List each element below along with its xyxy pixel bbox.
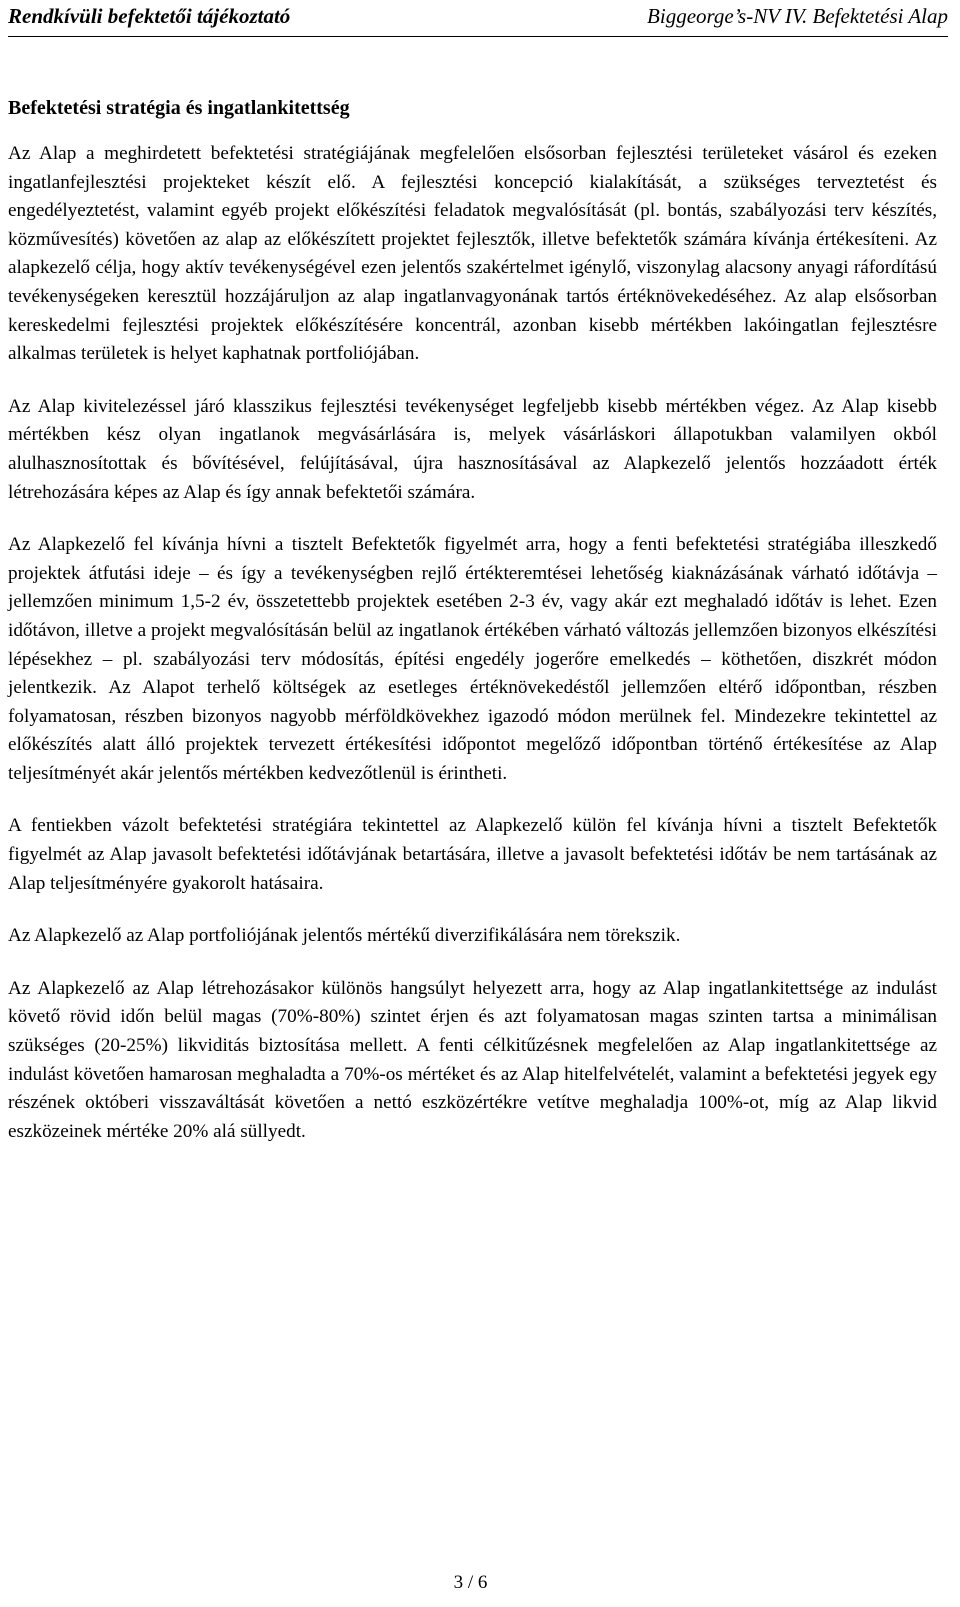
header-document-title: Rendkívüli befektetői tájékoztató: [8, 4, 291, 28]
paragraph-diversification: Az Alapkezelő az Alap portfoliójának jelentős mértékű diverzifikálására nem törekszik.: [8, 925, 681, 947]
paragraph-investment-strategy: Az Alap a meghirdetett befektetési stratégiájának megfelelően elsősorban fejlesztési területeket vásárol és ezeken ingatlanfejlesztési projekteket készít elő. A fejlesztési koncepció kialakítását, a szükséges terveztetést és engedélyeztetést, valamint egyéb projekt előkészítési feladatok megvalósítását (pl. bontás, szabályozási terv készítés, közművesítés) követően az alap az előkészített projektet fejlesztők, illetve befektetők számára kívánja értékesíteni. Az alapkezelő célja, hogy aktív tevékenységével ezen jelentős szakértelmet igénylő, viszonylag alacsony anyagi ráfordítású tevékenységeken keresztül hozzájáruljon az alap ingatlanvagyonának tartós értéknövekedéséhez. Az alap elsősorban kereskedelmi fejlesztési projektek előkészítésére koncentrál, azonban kisebb mértékben lakóingatlan fejlesztésre alkalmas területek is helyet kaphatnak portfoliójában.: [8, 143, 937, 365]
paragraph-construction-activity: Az Alap kivitelezéssel járó klasszikus fejlesztési tevékenységet legfeljebb kisebb mértékben végez. Az Alap kisebb mértékben kész olyan ingatlanok megvásárlására is, melyek vásárláskori állapotukban valamilyen okból alulhasznosítottak és bővítésével, felújításával, újra hasznosításával az Alapkezelő jelentős hozzáadott érték létrehozására képes az Alap és így annak befektetői számára.: [8, 395, 937, 503]
header-fund-name: Biggeorge’s-NV IV. Befektetési Alap: [647, 4, 948, 28]
document-body: [8, 94, 937, 1170]
section-title: Befektetési stratégia és ingatlankitettség: [8, 97, 350, 119]
paragraph-real-estate-exposure: Az Alapkezelő az Alap létrehozásakor különös hangsúlyt helyezett arra, hogy az Alap ingatlankitettsége az indulást követő rövid időn belül magas (70%-80%) szintet érjen és azt folyamatosan magas szinten tartsa a minimálisan szükséges (20-25%) likviditás biztosítása mellett. A fenti célkitűzésnek megfelelően az Alap ingatlankitettsége az indulást követően hamarosan meghaladta a 70%-os mértéket és az Alap hitelfelvételét, valamint a befektetési jegyek egy részének októberi visszaváltását követően a nettó eszközértékre vetítve meghaladja 100%-ot, míg az Alap likvid eszközeinek mértéke 20% alá süllyedt.: [8, 977, 937, 1142]
running-header: [8, 2, 948, 37]
paragraph-recommended-horizon: A fentiekben vázolt befektetési stratégiára tekintettel az Alapkezelő külön fel kívánja hívni a tisztelt Befektetők figyelmét az Alap javasolt befektetési időtávjának betartására, illetve a javasolt befektetési időtáv be nem tartásának az Alap teljesítményére gyakorolt hatásaira.: [8, 815, 937, 894]
paragraph-project-timeframe: Az Alapkezelő fel kívánja hívni a tisztelt Befektetők figyelmét arra, hogy a fenti befektetési stratégiába illeszkedő projektek átfutási ideje – és így a tevékenységben rejlő értékteremtései lehetőség kiaknázásának várható időtávja – jellemzően minimum 1,5-2 év, összetettebb projektek esetében 2-3 év, vagy akár ezt meghaladó időtáv is lehet. Ezen időtávon, illetve a projekt megvalósításán belül az ingatlanok értékében várható változás jellemzően bizonyos elkészítési lépésekhez – pl. szabályozási terv módosítás, építési engedély jogerőre emelkedés – köthetően, diszkrét módon jelentkezik. Az Alapot terhelő költségek az esetleges értéknövekedéstől jellemzően eltérő időpontban, részben folyamatosan, részben bizonyos nagyobb mérföldkövekhez igazodó módon merülnek fel. Mindezekre tekintettel az előkészítés alatt álló projektek tervezett értékesítési időpontot megelőző időpontban történő értékesítése az Alap teljesítményét akár jelentős mértékben kedvezőtlenül is érintheti.: [8, 534, 937, 784]
page-number: 3 / 6: [453, 1572, 488, 1593]
